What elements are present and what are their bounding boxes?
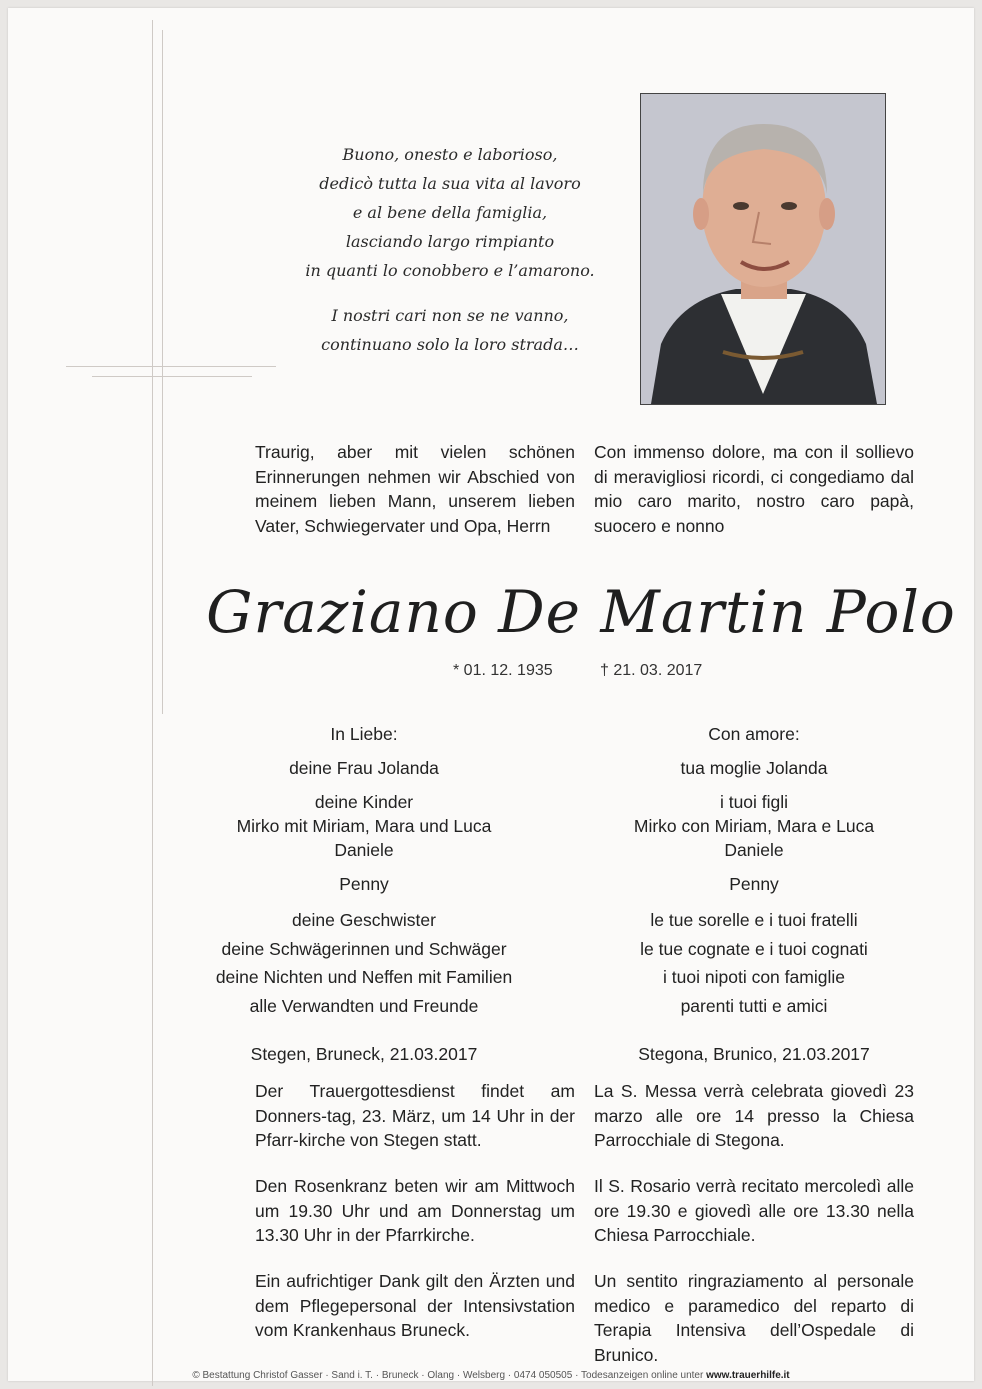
rosary-info-italian: Il S. Rosario verrà recitato mercoledì alle ore 19.30 e giovedì alle ore 13.30 nella Chiesa Parrocchiale.: [594, 1176, 914, 1245]
family-heading: Con amore:: [708, 724, 800, 744]
poem-line: Buono, onesto e laborioso,: [342, 145, 558, 164]
intro-text-italian: Con immenso dolore, ma con il sollievo di meravigliosi ricordi, ci congediamo dal mio caro marito, nostro caro papà, suocero e nonno: [594, 442, 914, 536]
children-extra: Daniele: [724, 840, 784, 860]
children-names: Mirko mit Miriam, Mara und Luca: [236, 816, 492, 836]
footer: [0, 1370, 982, 1381]
relatives-line: parenti tutti e amici: [680, 995, 828, 1016]
family-column-german: [214, 720, 514, 1066]
rosary-info-german: Den Rosenkranz beten wir am Mittwoch um 19.30 Uhr und am Donnerstag um 13.30 Uhr in der Pfarrkirche.: [255, 1176, 575, 1245]
birth-date: * 01. 12. 1935: [453, 662, 553, 679]
poem-line: e al bene della famiglia,: [352, 203, 548, 222]
footer-link[interactable]: www.trauerhilfe.it: [706, 1370, 790, 1381]
death-date: † 21. 03. 2017: [600, 662, 703, 679]
family-wife: deine Frau Jolanda: [289, 758, 439, 778]
family-pet: Penny: [729, 874, 779, 894]
cross-vertical-line: [152, 20, 153, 1386]
family-children: [214, 790, 514, 862]
relatives-line: le tue sorelle e i tuoi fratelli: [650, 910, 858, 930]
footer-text: © Bestattung Christof Gasser · Sand i. T. · Bruneck · Olang · Welsberg · 0474 050505 · Todesanzeigen online unter: [192, 1370, 704, 1381]
children-label: deine Kinder: [314, 792, 414, 812]
family-children: [604, 790, 904, 862]
relatives-line: deine Geschwister: [292, 910, 436, 930]
funeral-mass-info-italian: La S. Messa verrà celebrata giovedì 23 marzo alle ore 14 presso la Chiesa Parrocchiale di Stegona.: [594, 1081, 914, 1150]
children-names: Mirko con Miriam, Mara e Luca: [633, 816, 875, 836]
relatives-line: deine Nichten und Neffen mit Familien: [215, 967, 513, 987]
relatives-line: deine Schwägerinnen und Schwäger: [221, 938, 507, 959]
family-column-italian: [604, 720, 904, 1066]
poem-line: lasciando largo rimpianto: [345, 232, 555, 251]
family-heading: In Liebe:: [330, 724, 398, 744]
poem: [300, 140, 600, 359]
poem-closing-line: continuano solo la loro strada…: [321, 335, 579, 354]
poem-closing-line: I nostri cari non se ne vanno,: [331, 306, 569, 325]
thanks-info-german: Ein aufrichtiger Dank gilt den Ärzten und dem Pflegepersonal der Intensivstation vom Krankenhaus Bruneck.: [255, 1271, 575, 1340]
family-wife: tua moglie Jolanda: [680, 758, 828, 778]
funeral-mass-info-german: Der Trauergottesdienst findet am Donners-tag, 23. März, um 14 Uhr in der Pfarr-kirche von Stegen statt.: [255, 1081, 575, 1150]
poem-line: dedicò tutta la sua vita al lavoro: [319, 174, 581, 193]
children-label: i tuoi figli: [719, 792, 789, 812]
place-date: Stegen, Bruneck, 21.03.2017: [250, 1044, 478, 1064]
poem-line: in quanti lo conobbero e l’amarono.: [305, 261, 595, 280]
deceased-name: Graziano De Martin Polo: [206, 578, 956, 646]
portrait-illustration: [641, 94, 885, 404]
family-pet: Penny: [339, 874, 389, 894]
family-relatives: [604, 906, 904, 1020]
cross-horizontal-line: [66, 366, 276, 367]
cross-vertical-line-inner: [162, 30, 163, 714]
children-extra: Daniele: [334, 840, 394, 860]
relatives-line: i tuoi nipoti con famiglie: [663, 967, 845, 987]
thanks-info-italian: Un sentito ringraziamento al personale medico e paramedico del reparto di Terapia Intensiva dell’Ospedale di Brunico.: [594, 1271, 914, 1365]
relatives-line: le tue cognate e i tuoi cognati: [640, 938, 868, 959]
portrait-photo: [640, 93, 886, 405]
cross-horizontal-line-inner: [92, 376, 252, 377]
family-relatives: [214, 906, 514, 1020]
relatives-line: alle Verwandten und Freunde: [249, 995, 479, 1016]
intro-text-german: Traurig, aber mit vielen schönen Erinnerungen nehmen wir Abschied von meinem lieben Mann, unserem lieben Vater, Schwiegervater und Opa, Herrn: [255, 442, 575, 536]
place-date: Stegona, Brunico, 21.03.2017: [638, 1044, 870, 1064]
